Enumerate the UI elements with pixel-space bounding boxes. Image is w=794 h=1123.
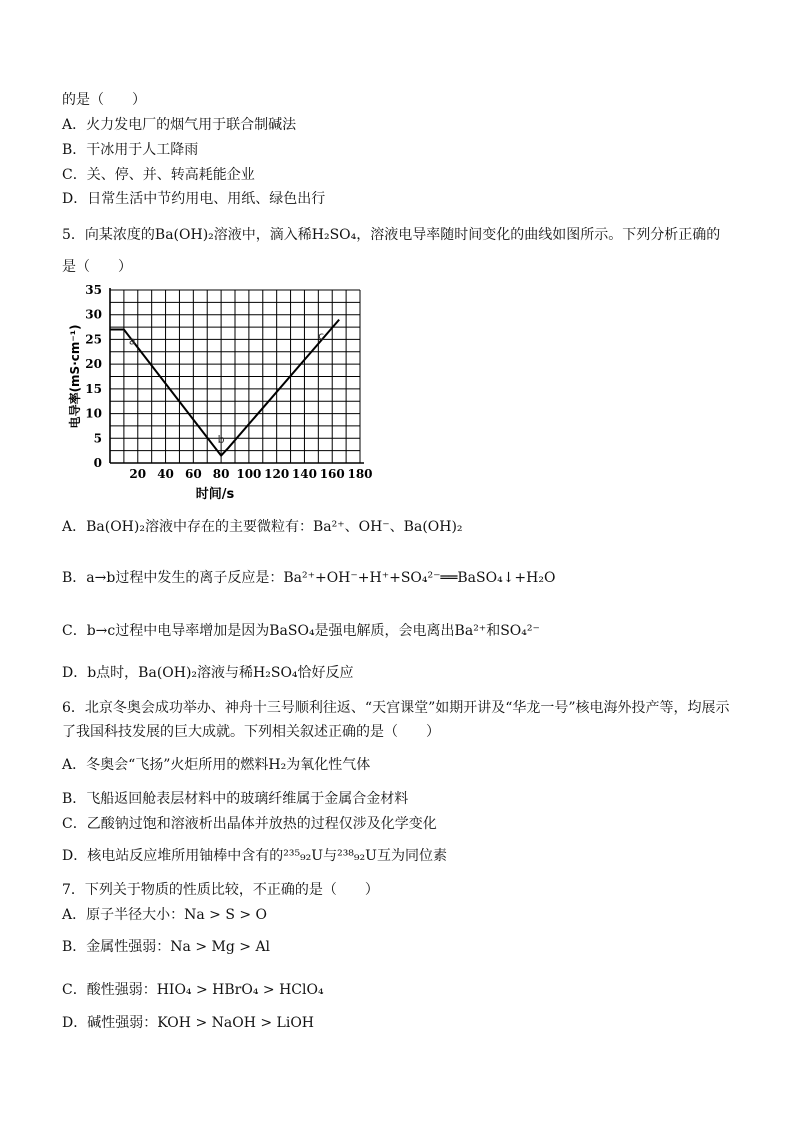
x-tick-label: 100 bbox=[236, 467, 262, 481]
q6-option-a: A．冬奥会“飞扬”火炬所用的燃料H₂为氧化性气体 bbox=[62, 757, 371, 773]
point-label-b: b bbox=[217, 433, 225, 447]
point-label-a: a bbox=[128, 334, 136, 348]
q4-option-a: A．火力发电厂的烟气用于联合制碱法 bbox=[62, 117, 297, 133]
x-tick-label: 140 bbox=[291, 467, 317, 481]
q6-option-d: D．核电站反应堆所用铀棒中含有的²³⁵₉₂U与²³⁸₉₂U互为同位素 bbox=[62, 848, 447, 864]
q7-option-d: D．碱性强弱：KOH > NaOH > LiOH bbox=[62, 1015, 314, 1031]
y-axis-title: 电导率(mS·cm⁻¹) bbox=[68, 324, 82, 429]
x-tick-label: 20 bbox=[129, 467, 147, 481]
q4-option-b: B．干冰用于人工降雨 bbox=[62, 142, 199, 158]
q6-option-b: B．飞船返回舱表层材料中的玻璃纤维属于金属合金材料 bbox=[62, 791, 409, 807]
y-tick-label: 35 bbox=[85, 283, 102, 297]
y-tick-label: 20 bbox=[85, 357, 102, 372]
x-axis-title: 时间/s bbox=[195, 487, 235, 502]
conductivity-chart bbox=[62, 283, 373, 505]
point-label-c: c bbox=[318, 329, 325, 343]
y-tick-label: 25 bbox=[85, 332, 102, 347]
q4-option-d: D．日常生活中节约用电、用纸、绿色出行 bbox=[62, 191, 326, 207]
x-tick-label: 80 bbox=[212, 467, 230, 481]
conductivity-chart-svg bbox=[62, 283, 373, 505]
x-tick-label: 160 bbox=[319, 467, 345, 481]
y-tick-label: 5 bbox=[93, 431, 102, 446]
q6-option-c: C．乙酸钠过饱和溶液析出晶体并放热的过程仅涉及化学变化 bbox=[62, 816, 437, 832]
q5-option-c: C．b→c过程中电导率增加是因为BaSO₄是强电解质，会电离出Ba²⁺和SO₄²⁻ bbox=[62, 623, 540, 639]
y-tick-label: 10 bbox=[85, 406, 102, 421]
q7-stem: 7．下列关于物质的性质比较，不正确的是（ ） bbox=[62, 882, 379, 898]
q5-stem-line1: 5．向某浓度的Ba(OH)₂溶液中，滴入稀H₂SO₄，溶液电导率随时间变化的曲线如图所示。下列分析正确的 bbox=[62, 227, 721, 243]
q5-option-b: B．a→b过程中发生的离子反应是：Ba²⁺+OH⁻+H⁺+SO₄²⁻══BaSO₄↓+H₂O bbox=[62, 570, 556, 586]
y-tick-label: 30 bbox=[85, 307, 102, 322]
q4-stem-tail: 的是（ ） bbox=[62, 92, 146, 108]
q7-option-a: A．原子半径大小：Na > S > O bbox=[62, 907, 268, 923]
y-tick-label: 0 bbox=[93, 456, 102, 470]
x-tick-label: 120 bbox=[264, 467, 290, 481]
q7-option-b: B．金属性强弱：Na > Mg > Al bbox=[62, 939, 271, 955]
x-tick-label: 40 bbox=[157, 467, 174, 481]
q6-stem: 6．北京冬奥会成功举办、神舟十三号顺利往返、“天宫课堂”如期开讲及“华龙一号”核电海外投产等，均展示了我国科技发展的巨大成就。下列相关叙述正确的是（ ） bbox=[62, 700, 730, 740]
q5-option-d: D．b点时，Ba(OH)₂溶液与稀H₂SO₄恰好反应 bbox=[62, 665, 354, 681]
y-tick-label: 15 bbox=[85, 381, 102, 396]
q7-option-c: C．酸性强弱：HIO₄ > HBrO₄ > HClO₄ bbox=[62, 982, 324, 998]
q5-option-a: A．Ba(OH)₂溶液中存在的主要微粒有：Ba²⁺、OH⁻、Ba(OH)₂ bbox=[62, 519, 463, 535]
x-tick-label: 60 bbox=[184, 467, 202, 481]
x-tick-label: 180 bbox=[347, 467, 373, 481]
q5-stem-line2: 是（ ） bbox=[62, 259, 132, 275]
q4-option-c: C．关、停、并、转高耗能企业 bbox=[62, 167, 255, 183]
